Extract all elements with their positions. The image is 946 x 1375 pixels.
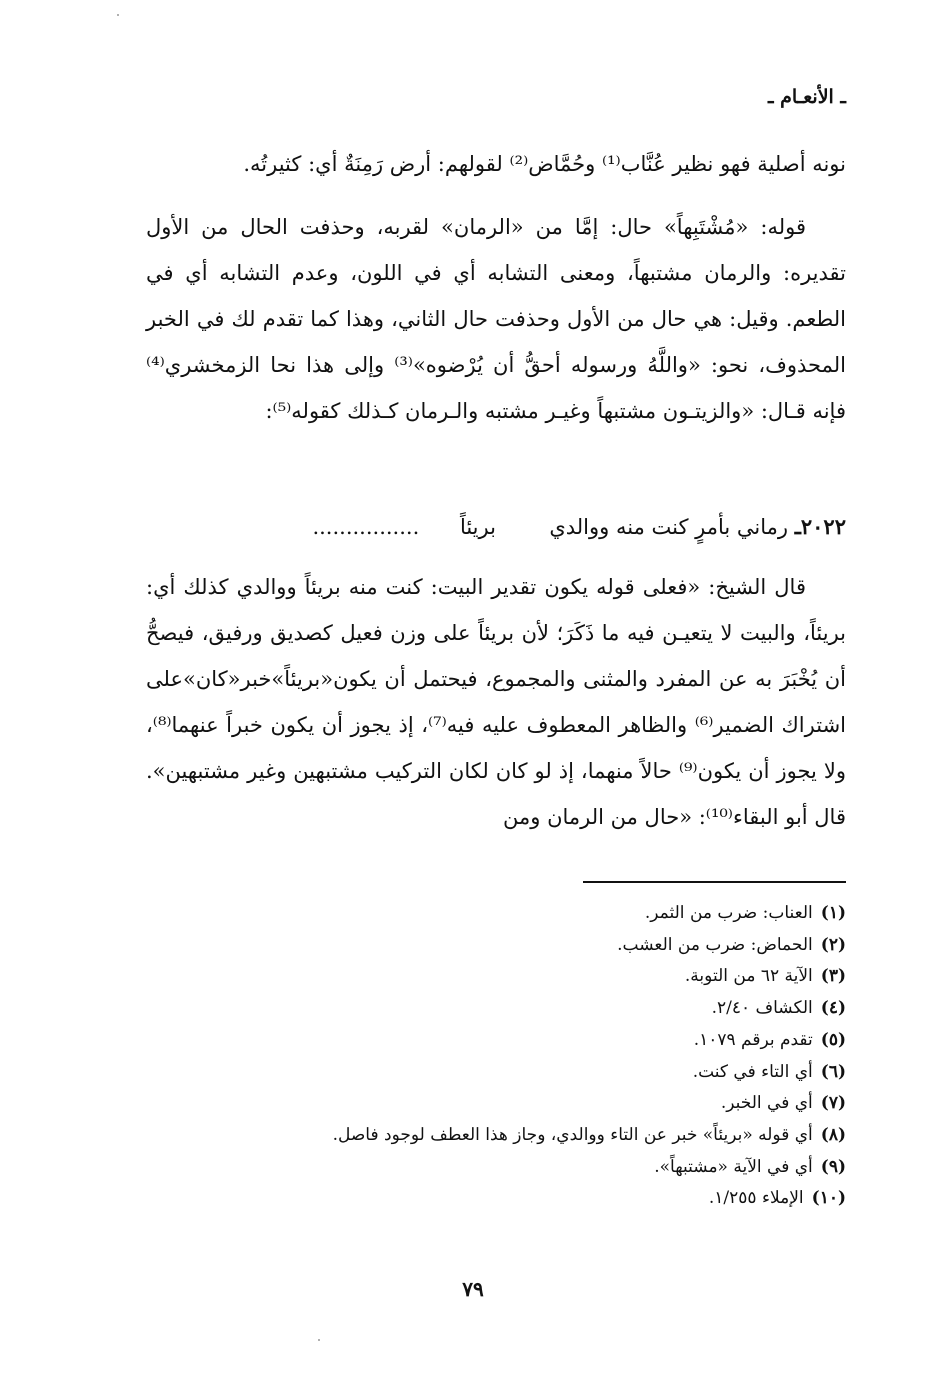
footnote-text: أي قوله «بريئاً» خبر عن التاء ووالدي، وجاز هذا العطف لوجود فاصل. (332, 1124, 813, 1145)
footnote-text: أي التاء في كنت. (692, 1061, 813, 1082)
paragraph-sheikh: قال الشيخ: «فعلى قوله يكون تقدير البيت: كنت منه بريئاً ووالدي كذلك أي: بريئاً، والبيت لا يتعيـن فيه ما ذَكَرَ؛ لأن بريئاً على وزن فعيل كصديق ورفيق، فيصحُّ أن يُخْبَرَ به عن المفرد والمثنى والمجموع، فيحتمل أن يكون«بريئاً»خبر«كان»على اشتراك الضمير⁽⁶⁾ والظاهر المعطوف عليه فيه⁽⁷⁾، إذ يجوز أن يكون خبراً عنهما⁽⁸⁾، ولا يجوز أن يكون⁽⁹⁾ حالاً منهما، إذ لو كان لكان التركيب مشتبهين وغير مشتبهين». قال أبو البقاء⁽¹⁰⁾: «حال من الرمان ومن (146, 575, 847, 829)
footnote-item (126, 961, 846, 993)
footnote-text: الكشاف ٢/٤٠. (711, 998, 813, 1019)
footnote-text: الحماض: ضرب من العشب. (617, 934, 813, 955)
poetry-verse (146, 504, 846, 550)
footnotes-list (126, 898, 846, 1215)
footnote-item (126, 1057, 846, 1089)
paragraph-mushtabih: قوله: «مُشْتَبِهاً» حال: إمَّا من «الرمان» لقربه، وحذفت الحال من الأول تقديره: والرمان مشتبهاً، ومعنى التشابه أي في اللون، وعدم التشابه أي في الطعم. وقيل: هي حال من الأول وحذفت حال الثاني، وهذا كما تقدم لك في الخبر المحذوف، نحو: «واللَّهُ ورسوله أحقُّ أن يُرْضوه»⁽³⁾ وإلى هذا نحا الزمخشري⁽⁴⁾ فإنه قـال: «والزيتـون مشتبهاً وغيـر مشتبه والـرمان كـذلك كقوله⁽⁵⁾: (146, 215, 846, 423)
paragraph-continuation: نونه أصلية فهو نظير عُنَّاب⁽¹⁾ وحُمَّاض⁽²⁾ لقولهم: أرض رَمِنَةٌ أي: كثيرتُه. (243, 152, 846, 176)
footnote-text: الآية ٦٢ من التوبة. (684, 966, 813, 987)
footnote-separator (583, 881, 846, 883)
footnote-number: (١) (820, 903, 846, 923)
footnote-number: (٩) (820, 1156, 846, 1177)
footnote-text: العناب: ضرب من الثمر. (644, 903, 813, 923)
verse-ellipsis: ................ (312, 515, 420, 539)
verse-second-hemistich: بريئاً (459, 515, 496, 539)
footnote-number: (٣) (820, 966, 846, 987)
scan-speck (318, 1339, 320, 1341)
footnote-item (126, 1152, 846, 1184)
footnote-number: (٤) (820, 998, 846, 1019)
footnote-number: (٢) (820, 934, 846, 955)
footnote-item (126, 993, 846, 1025)
footnote-item (126, 1120, 846, 1152)
footnote-text: أي في الآية «مشتبهاً». (654, 1156, 813, 1177)
verse-number: ٢٠٢٢ـ (794, 514, 846, 539)
footnote-text: الإملاء ١/٢٥٥. (708, 1188, 804, 1209)
page-number: ٧٩ (462, 1277, 484, 1301)
footnote-item (126, 1183, 846, 1215)
footnote-item (126, 930, 846, 962)
running-header: ـ الأنعـام ـ (767, 86, 846, 108)
scan-speck (117, 14, 119, 16)
footnote-item (126, 1025, 846, 1057)
footnote-text: تقدم برقم ١٠٧٩. (693, 1029, 813, 1050)
footnote-number: (١٠) (811, 1188, 846, 1209)
footnote-number: (٥) (820, 1029, 846, 1050)
verse-first-hemistich: رماني بأمرٍ كنت منه ووالدي (549, 515, 789, 539)
footnote-text: أي في الخبر. (720, 1093, 813, 1114)
footnote-item (126, 1088, 846, 1120)
footnote-item (126, 898, 846, 930)
footnote-number: (٨) (820, 1124, 846, 1145)
footnote-number: (٧) (820, 1093, 846, 1114)
footnote-number: (٦) (820, 1061, 846, 1082)
